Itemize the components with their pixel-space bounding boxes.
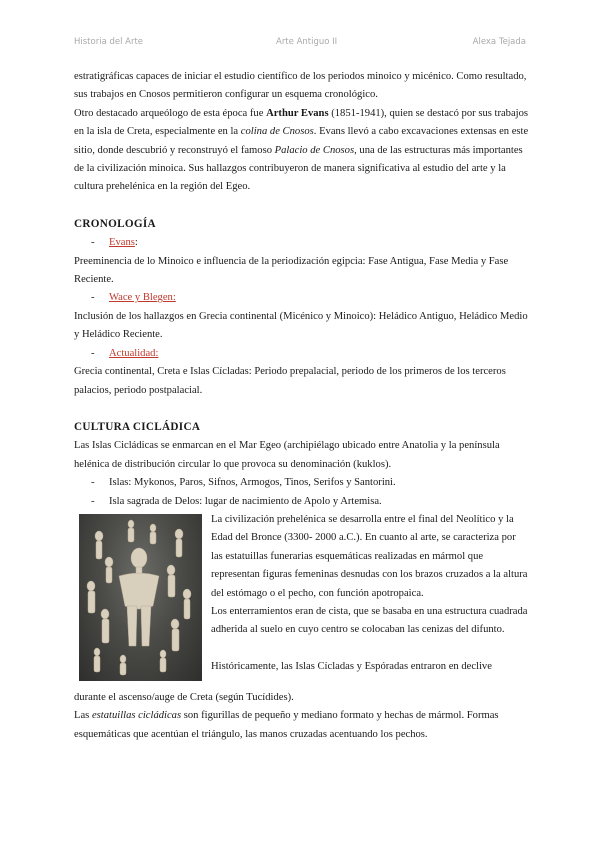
figure-block bbox=[74, 511, 530, 695]
prehelenica-paragraph: La civilización prehelénica se desarrolla entre el final del Neolítico y la Edad del Bronce (3300- 2000 a.C.). En cuanto al arte, se caracteriza por las estatuillas funerarias esquemáticas realizadas en mármol que representan figuras femeninas desnudas con los brazos cruzados a la altura del estómago o el pecho, con función apotropaica. bbox=[211, 513, 528, 599]
intro-paragraph: estratigráficas capaces de iniciar el estudio científico de los periodos minoico y micénico. Como resultado, sus trabajos en Cnosos permitieron configurar un esquema cronológico. bbox=[74, 71, 527, 101]
cronologia-heading: CRONOLOGÍA bbox=[74, 217, 156, 230]
list-item: - Islas: Mykonos, Paros, Sifnos, Armogos, Tinos, Serifos y Santorini. bbox=[91, 477, 396, 489]
cronologia-text-evans: Preeminencia de lo Minoico e influencia de la periodización egipcia: Fase Antigua, Fase Media y Fase Reciente. bbox=[74, 255, 509, 286]
enterramientos-paragraph: Los enterramientos eran de cista, que se basaba en una estructura cuadrada adherida al suelo en cuyo centro se colocaban las cenizas del difunto. bbox=[211, 605, 528, 636]
cronologia-text-actualidad: Grecia continental, Creta e Islas Cícladas: Periodo prepalacial, periodo de los primeros de los terceros palacios, periodo postpalacial. bbox=[74, 366, 506, 396]
estatuillas-paragraph: Las estatuillas cicládicas son figurillas de pequeño y mediano formato y hechas de mármol. Formas esquemáticas que acentúan el triángulo, las manos cruzadas acentuando los pechos. bbox=[74, 710, 499, 740]
evans-paragraph: Otro destacado arqueólogo de esta época fue Arthur Evans (1851-1941), quien se destacó por sus trabajos en la isla de Creta, especialmente en la colina de Cnosos. Evans llevó a cabo excavaciones extensas en este sitio, donde descubrió y reconstruyó el famoso Palacio de Cnosos, una de las estructuras más importantes de la civilización minoica. Sus hallazgos contribuyeron de manera significativa al estudio del arte y la cultura prehelénica en la región del Egeo. bbox=[74, 107, 529, 193]
figurines-illustration bbox=[79, 514, 202, 681]
historicamente-paragraph: Históricamente, las Islas Cícladas y Espóradas entraron en declive bbox=[211, 660, 492, 672]
cultura-heading: CULTURA CICLÁDICA bbox=[74, 420, 201, 433]
cronologia-item-actualidad: - Actualidad: bbox=[91, 347, 159, 359]
colina-text: colina de Cnosos bbox=[240, 126, 314, 138]
list-item: - Isla sagrada de Delos: lugar de nacimiento de Apolo y Artemisa. bbox=[91, 495, 382, 507]
cycladic-figurines-photo bbox=[79, 514, 202, 681]
header-topic: Arte Antiguo II bbox=[276, 37, 338, 47]
evans-link[interactable]: Evans bbox=[109, 237, 135, 249]
cronologia-item-evans: - Evans: bbox=[91, 237, 138, 249]
tucidides-line: durante el ascenso/auge de Creta (según Tucídides). bbox=[74, 691, 294, 703]
wace-blegen-link[interactable]: Wace y Blegen bbox=[109, 292, 173, 304]
estatuillas-term: estatuillas cicládicas bbox=[91, 710, 182, 722]
header-course: Historia del Arte bbox=[74, 37, 144, 47]
cronologia-text-wace: Inclusión de los hallazgos en Grecia continental (Micénico y Minoico): Heládico Antiguo, Heládico Medio y Heládico Reciente. bbox=[74, 310, 528, 341]
document-body bbox=[74, 68, 530, 744]
palacio-text: Palacio de Cnosos bbox=[274, 144, 355, 156]
evans-name: Arthur Evans bbox=[266, 107, 329, 119]
page-header bbox=[74, 37, 526, 51]
cultura-intro: Las Islas Cicládicas se enmarcan en el Mar Egeo (archipiélago ubicado entre Anatolia y la península helénica de distribución circular lo que provoca su denominación (kuklos). bbox=[74, 440, 500, 470]
cronologia-item-wace: - Wace y Blegen: bbox=[91, 292, 176, 304]
actualidad-link[interactable]: Actualidad bbox=[109, 347, 156, 359]
header-author: Alexa Tejada bbox=[472, 37, 526, 47]
figure-side-text bbox=[211, 511, 530, 676]
